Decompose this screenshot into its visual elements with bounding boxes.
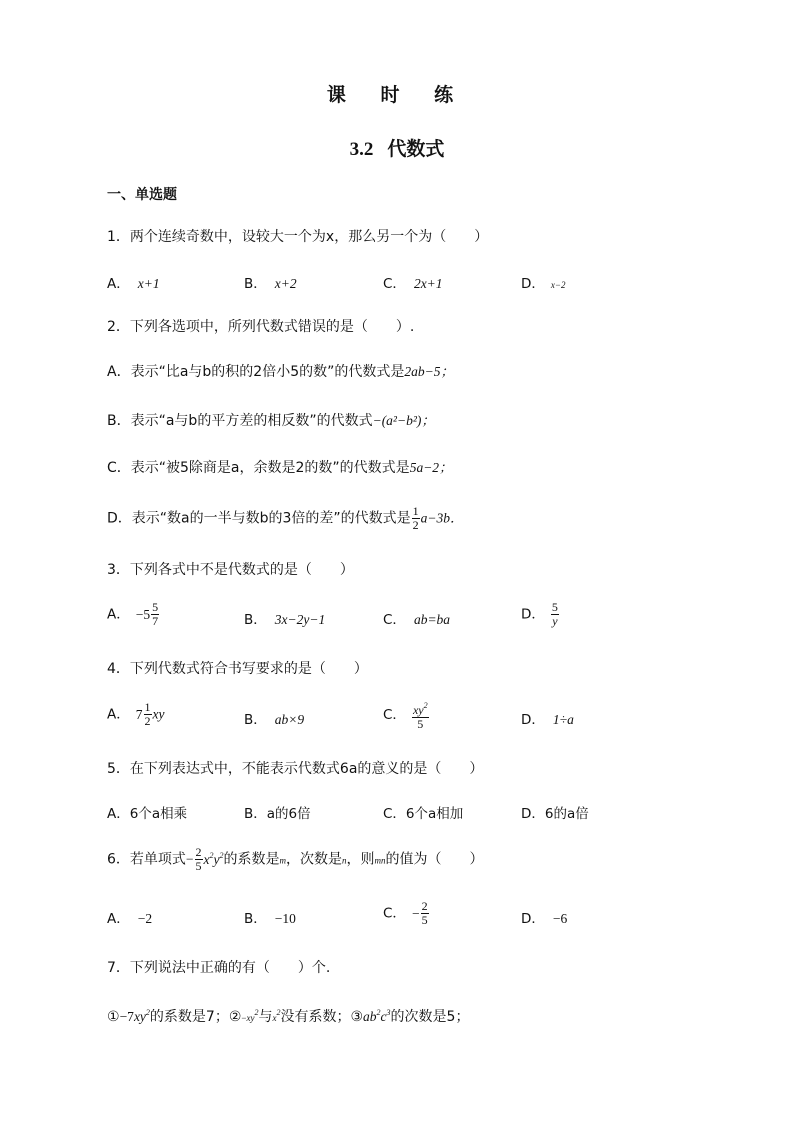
q3-option-b: B． 3x−2y−1 bbox=[244, 612, 326, 628]
q1-option-a: A． x+1 bbox=[107, 276, 160, 292]
q4-option-d: D． 1÷a bbox=[521, 712, 574, 728]
q2-option-c: C．表示“被5除商是a，余数是2的数”的代数式是5a−2； bbox=[107, 460, 453, 476]
lesson-heading bbox=[0, 134, 794, 161]
q5-option-b: B．a的6倍 bbox=[244, 806, 311, 822]
q1-option-c: C． 2x+1 bbox=[383, 276, 443, 292]
question-3-stem: 3．下列各式中不是代数式的是（ ） bbox=[107, 562, 354, 578]
q7-statements: $①-7xy^2$的系数是7；$②-xy^2$与$x^2$没有系数；$③ab^2c^3$的次数是5； bbox=[107, 1008, 470, 1025]
question-7-stem: 7．下列说法中正确的有（ ）个. bbox=[107, 960, 331, 976]
q2-option-b: B．表示“a与b的平方差的相反数”的代数式−(a²−b²)； bbox=[107, 413, 435, 429]
question-6-stem: 6．若单项式− $\frac{2}{5}$ $x^2y^2$的系数是m，次数是n，则mn的值为（ ） bbox=[107, 845, 484, 873]
question-1-stem: 1．两个连续奇数中，设较大一个为x，那么另一个为（ ） bbox=[107, 229, 489, 245]
q1-option-b: B． x+2 bbox=[244, 276, 297, 292]
q4-option-a: A． 7 $\frac{1}{2}$ xy bbox=[107, 700, 165, 728]
q4-option-c: C． $\frac{xy^2}{5}$ bbox=[383, 701, 428, 731]
q5-option-c: C．6个a相加 bbox=[383, 806, 464, 822]
section-heading: 一、单选题 bbox=[107, 187, 177, 203]
q4-option-b: B． ab×9 bbox=[244, 712, 305, 728]
q5-option-d: D．6的a倍 bbox=[521, 806, 589, 822]
q3-option-c: C． ab=ba bbox=[383, 612, 451, 628]
q3-option-d: D． $\frac{5}{y}$ bbox=[521, 600, 558, 628]
q6-option-d: D． −6 bbox=[521, 911, 568, 927]
question-2-stem: 2．下列各选项中，所列代数式错误的是（ ）. bbox=[107, 319, 415, 335]
q6-option-c: C． − $\frac{2}{5}$ bbox=[383, 899, 428, 927]
question-5-stem: 5．在下列表达式中，不能表示代数式6a的意义的是（ ） bbox=[107, 761, 484, 777]
q3-option-a: A． −5 $\frac{5}{7}$ bbox=[107, 600, 159, 628]
q6-option-a: A． −2 bbox=[107, 911, 153, 927]
q1-option-d: D． x−2 bbox=[521, 276, 566, 292]
fraction-one-half: $\frac{1}{2}$ bbox=[412, 504, 419, 532]
lesson-number: 3.2 bbox=[349, 139, 374, 160]
lesson-title: 代数式 bbox=[387, 138, 445, 160]
q5-option-a: A．6个a相乘 bbox=[107, 806, 188, 822]
q6-option-b: B． −10 bbox=[244, 911, 296, 927]
question-4-stem: 4．下列代数式符合书写要求的是（ ） bbox=[107, 661, 368, 677]
q2-option-d: D．表示“数a的一半与数b的3倍的差”的代数式是 $\frac{1}{2}$ a−3b． bbox=[107, 504, 464, 532]
q2-option-a: A．表示“比a与b的积的2倍小5的数”的代数式是2ab−5； bbox=[107, 364, 454, 380]
page-title: 课 时 练 bbox=[326, 84, 468, 106]
